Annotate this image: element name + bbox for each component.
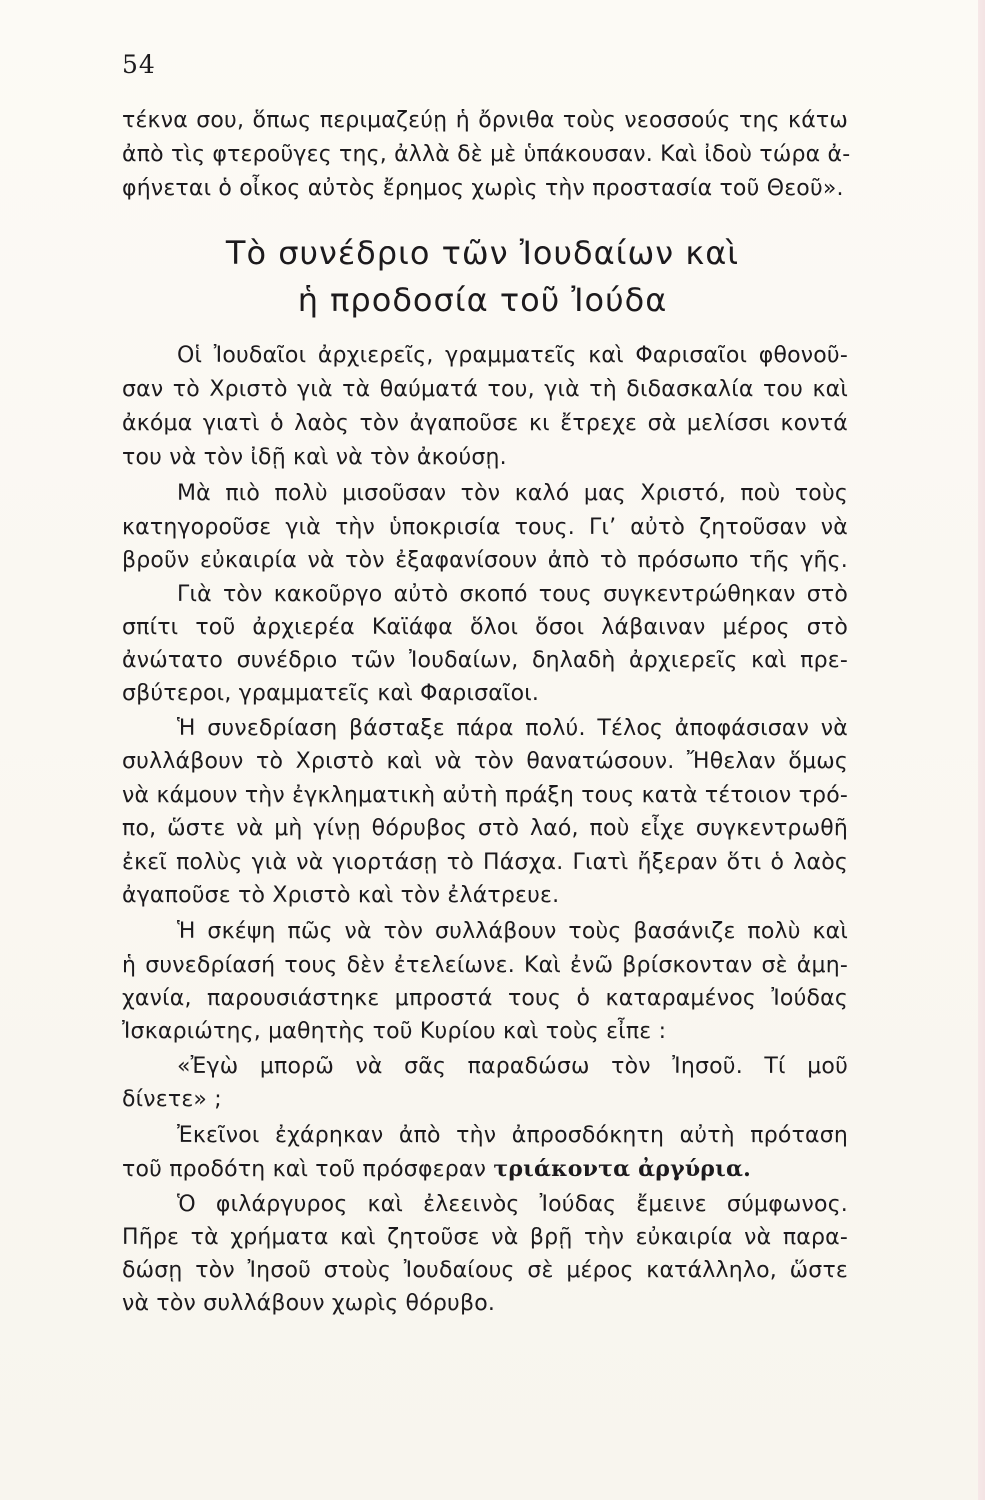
thirty-silver-text: τριάκοντα ἀργύρια. [493, 1156, 751, 1182]
section-title [120, 230, 845, 324]
paragraph-line: σβύτεροι, γραμματεῖς καὶ Φαρισαῖοι. [122, 681, 540, 706]
paragraph-line: χανία, παρουσιάστηκε μπροστά τους ὁ καταραμένος Ἰούδας [122, 986, 848, 1011]
intro-line: ἀπὸ τὶς φτεροῦγες της, ἀλλὰ δὲ μὲ ὑπάκουσαν. Καὶ ἰδοὺ τώρα ἀ- [122, 142, 851, 167]
paragraph-text: τοῦ προδότη καὶ τοῦ πρόσφεραν [122, 1157, 487, 1182]
paragraph-line: σπίτι τοῦ ἀρχιερέα Καϊάφα ὅλοι ὅσοι λάβαιναν μέρος στὸ [122, 615, 848, 640]
paragraph-line: Ἐκεῖνοι ἐχάρηκαν ἀπὸ τὴν ἀπροσδόκητη αὐτὴ πρόταση [177, 1123, 848, 1148]
paragraph-line: Ἡ σκέψη πῶς νὰ τὸν συλλάβουν τοὺς βασάνιζε πολὺ καὶ [177, 919, 848, 944]
paragraph-line: βροῦν εὐκαιρία νὰ τὸν ἐξαφανίσουν ἀπὸ τὸ πρόσωπο τῆς γῆς. [122, 548, 848, 573]
paragraph-line: ἐκεῖ πολὺς γιὰ νὰ γιορτάσῃ τὸ Πάσχα. Γιατὶ ἤξεραν ὅτι ὁ λαὸς [122, 850, 848, 875]
paragraph-line: ἀγαποῦσε τὸ Χριστὸ καὶ τὸν ἐλάτρευε. [122, 883, 560, 908]
title-line-1: Τὸ συνέδριο τῶν Ἰουδαίων καὶ [225, 234, 740, 272]
paragraph-line: Μὰ πιὸ πολὺ μισοῦσαν τὸν καλό μας Χριστό, ποὺ τοὺς [177, 481, 848, 506]
paragraph-line: ἡ συνεδρίασή τους δὲν ἐτελείωνε. Καὶ ἐνῶ βρίσκονταν σὲ ἀμη- [122, 953, 848, 978]
paragraph-line: συλλάβουν τὸ Χριστὸ καὶ νὰ τὸν θανατώσουν. Ἤθελαν ὅμως [122, 749, 848, 774]
paragraph-line: Γιὰ τὸν κακοῦργο αὐτὸ σκοπό τους συγκεντρώθηκαν στὸ [177, 582, 848, 607]
paragraph-line: Πῆρε τὰ χρήματα καὶ ζητοῦσε νὰ βρῇ τὴν εὐκαιρία νὰ παρα- [122, 1225, 848, 1250]
paragraph-line: Οἱ Ἰουδαῖοι ἀρχιερεῖς, γραμματεῖς καὶ Φαρισαῖοι φθονοῦ- [177, 343, 848, 368]
page-edge [978, 0, 985, 1500]
paragraph-line: κατηγοροῦσε γιὰ τὴν ὑποκρισία τους. Γι’ αὐτὸ ζητοῦσαν νὰ [122, 515, 848, 540]
paragraph-line [122, 1154, 848, 1185]
paragraph-line: Ἡ συνεδρίαση βάσταξε πάρα πολύ. Τέλος ἀποφάσισαν νὰ [177, 716, 848, 741]
paragraph-line: δώσῃ τὸν Ἰησοῦ στοὺς Ἰουδαίους σὲ μέρος κατάλληλο, ὥστε [122, 1258, 848, 1283]
paragraph-line: ἀκόμα γιατὶ ὁ λαὸς τὸν ἀγαποῦσε κι ἔτρεχε σὰ μελίσσι κοντά [122, 411, 848, 436]
paragraph-line: νὰ τὸν συλλάβουν χωρὶς θόρυβο. [122, 1291, 496, 1316]
paragraph-line: Ἰσκαριώτης, μαθητὴς τοῦ Κυρίου καὶ τοὺς εἶπε : [122, 1019, 667, 1044]
paragraph-line: του νὰ τὸν ἰδῇ καὶ νὰ τὸν ἀκούσῃ. [122, 445, 507, 470]
title-line-2: ἡ προδοσία τοῦ Ἰούδα [297, 281, 668, 319]
intro-line: φήνεται ὁ οἶκος αὐτὸς ἔρημος χωρὶς τὴν προστασία τοῦ Θεοῦ». [122, 176, 844, 201]
paragraph-line: σαν τὸ Χριστὸ γιὰ τὰ θαύματά του, γιὰ τὴ διδασκαλία του καὶ [122, 377, 848, 402]
quote-line: «Ἐγὼ μπορῶ νὰ σᾶς παραδώσω τὸν Ἰησοῦ. Τί μοῦ [177, 1054, 848, 1079]
intro-line: τέκνα σου, ὅπως περιμαζεύῃ ἡ ὄρνιθα τοὺς νεοσσούς της κάτω [122, 108, 848, 133]
paragraph-line: ἀνώτατο συνέδριο τῶν Ἰουδαίων, δηλαδὴ ἀρχιερεῖς καὶ πρε- [122, 648, 848, 673]
paragraph-line: νὰ κάμουν τὴν ἐγκληματικὴ αὐτὴ πράξη τους κατὰ τέτοιον τρό- [122, 783, 848, 808]
paragraph-line: Ὁ φιλάργυρος καὶ ἐλεεινὸς Ἰούδας ἔμεινε σύμφωνος. [177, 1192, 848, 1217]
paragraph-line: πο, ὥστε νὰ μὴ γίνῃ θόρυβος στὸ λαό, ποὺ εἶχε συγκεντρωθῆ [122, 816, 848, 841]
quote-line: δίνετε» ; [122, 1087, 222, 1112]
page-number: 54 [122, 50, 156, 79]
